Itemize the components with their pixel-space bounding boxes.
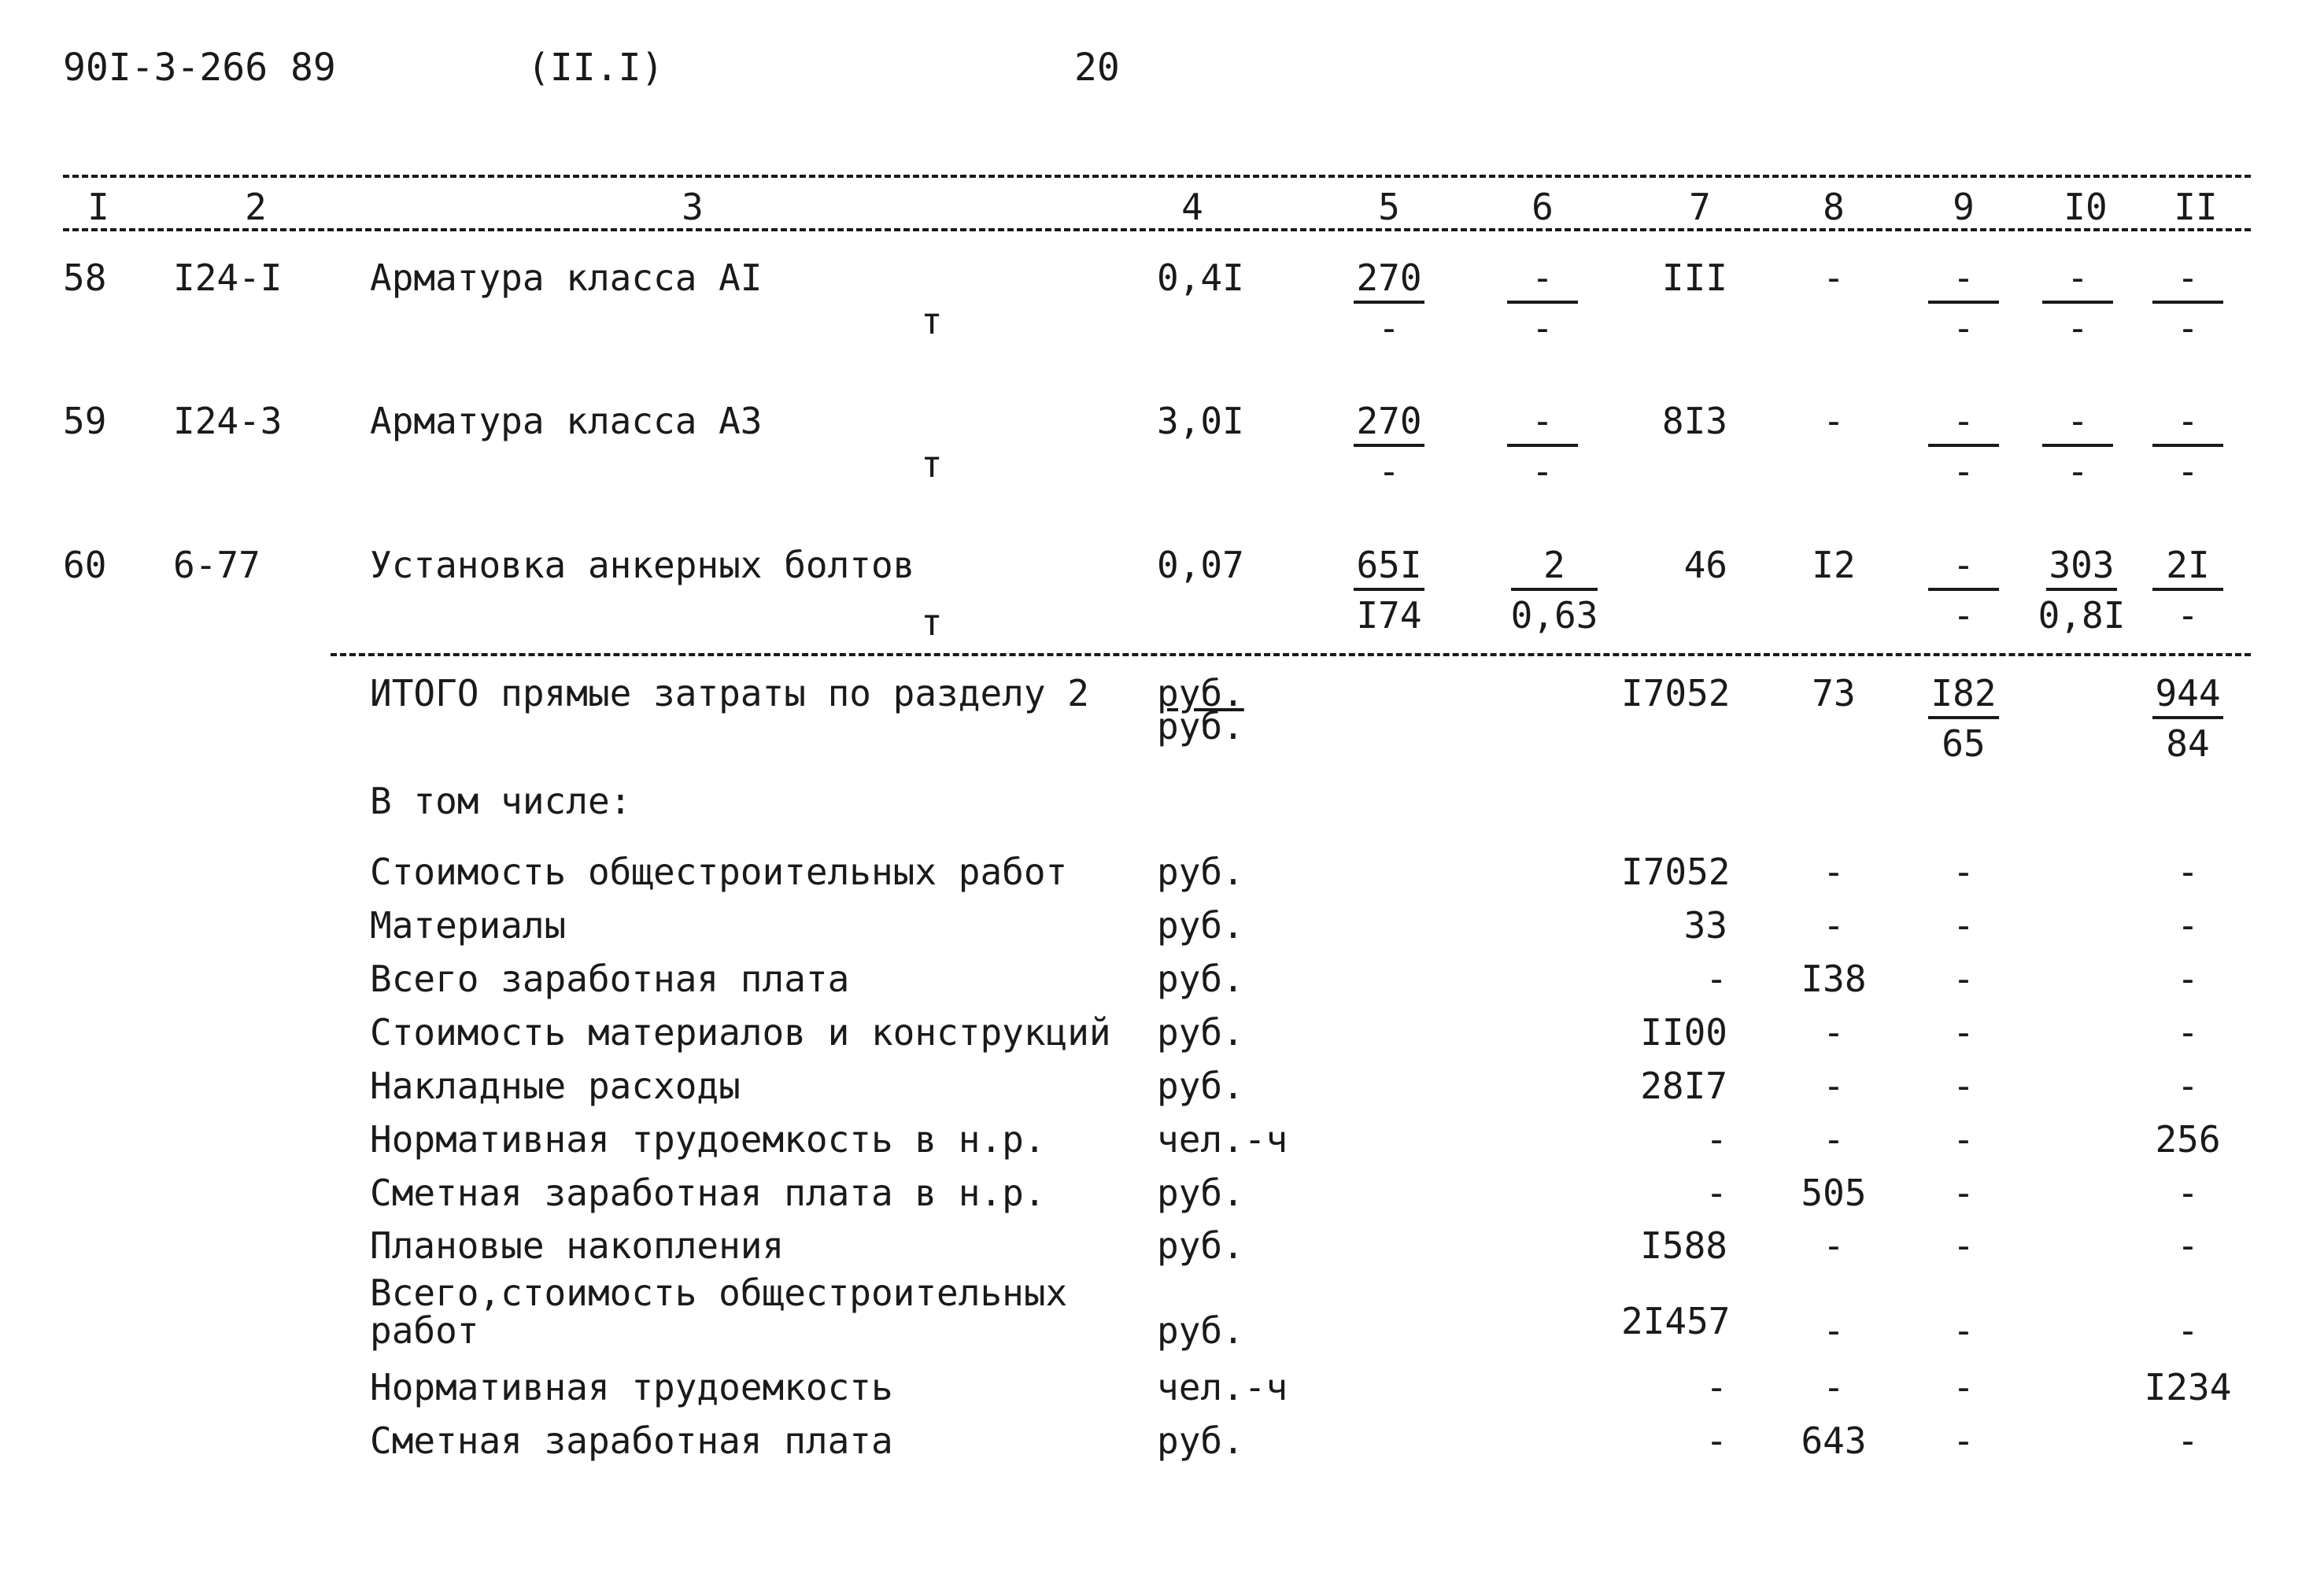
detail-unit: руб. <box>1157 958 1244 1000</box>
fraction-bar <box>2046 588 2117 591</box>
row-col6-numerator: 2 <box>1543 544 1565 586</box>
fraction-bar <box>1928 444 1999 447</box>
total-col9-fraction <box>1916 672 2011 766</box>
row-col5-denominator: - <box>1378 307 1400 349</box>
detail-label-continued: работ <box>370 1309 479 1352</box>
header-top-rule <box>63 175 2251 178</box>
row-col9-fraction <box>1916 400 2011 494</box>
row-col10-denominator: - <box>2067 450 2089 493</box>
detail-col11: - <box>2177 1309 2199 1352</box>
row-col8: - <box>1823 400 1845 442</box>
detail-col8: - <box>1823 1011 1845 1054</box>
row-col11-denominator: - <box>2177 307 2199 349</box>
detail-col9: - <box>1953 1224 1975 1267</box>
detail-col8: - <box>1823 1309 1845 1352</box>
column-header-10: I0 <box>2064 186 2108 228</box>
row-unit: т <box>921 300 943 342</box>
row-quantity: 0,07 <box>1157 544 1244 586</box>
row-quantity: 0,4I <box>1157 257 1244 299</box>
detail-col9: - <box>1953 1172 1975 1214</box>
detail-col8: 643 <box>1801 1419 1867 1462</box>
detail-col7: - <box>1705 958 1727 1000</box>
total-col9-numerator: I82 <box>1931 672 1997 714</box>
row-code: I24-I <box>173 257 283 299</box>
column-header-4: 4 <box>1181 186 1203 228</box>
detail-unit: чел.-ч <box>1157 1366 1288 1408</box>
row-col8: I2 <box>1812 544 1856 586</box>
row-col9-numerator: - <box>1953 257 1975 299</box>
row-col5-denominator: I74 <box>1356 594 1422 637</box>
row-col6-numerator: - <box>1531 257 1554 299</box>
fraction-bar <box>1507 444 1578 447</box>
row-col7: 46 <box>1683 544 1727 586</box>
row-col10-numerator: - <box>2067 257 2089 299</box>
column-header-2: 2 <box>245 186 267 228</box>
detail-unit: чел.-ч <box>1157 1118 1288 1161</box>
detail-col8: - <box>1823 904 1845 947</box>
row-col9-numerator: - <box>1953 400 1975 442</box>
detail-col11: - <box>2177 1224 2199 1267</box>
row-number: 59 <box>63 400 107 442</box>
detail-label: Стоимость материалов и конструкций <box>370 1011 1111 1054</box>
detail-col9: - <box>1953 1118 1975 1161</box>
page-number: 20 <box>1074 46 1120 90</box>
row-col5-denominator: - <box>1378 450 1400 493</box>
document-code: 90I-3-266 89 <box>63 46 336 90</box>
fraction-bar <box>1928 716 1999 719</box>
detail-label: Накладные расходы <box>370 1065 741 1107</box>
row-unit: т <box>921 601 943 644</box>
row-col11-fraction <box>2141 400 2235 494</box>
detail-unit: руб. <box>1157 1172 1244 1214</box>
detail-col11: - <box>2177 1011 2199 1054</box>
detail-col8: - <box>1823 1366 1845 1408</box>
fraction-bar <box>2042 301 2113 304</box>
row-col7: III <box>1661 257 1727 299</box>
row-col10-denominator: 0,8I <box>2038 594 2126 637</box>
row-col5-fraction <box>1342 544 1436 638</box>
row-code: 6-77 <box>173 544 260 586</box>
detail-unit: руб. <box>1157 1419 1244 1462</box>
fraction-bar <box>1507 301 1578 304</box>
detail-col7: 28I7 <box>1640 1065 1727 1107</box>
detail-unit: руб. <box>1157 1065 1244 1107</box>
row-col11-denominator: - <box>2177 594 2199 637</box>
row-col6-denominator: - <box>1531 307 1554 349</box>
row-col10-fraction <box>2030 400 2125 494</box>
detail-col11: - <box>2177 1065 2199 1107</box>
row-col10-numerator: 303 <box>2049 544 2115 586</box>
row-col5-numerator: 270 <box>1356 400 1422 442</box>
fraction-bar <box>2152 301 2223 304</box>
detail-col11: I234 <box>2144 1366 2232 1408</box>
detail-col7: - <box>1705 1118 1727 1161</box>
header-bottom-rule <box>63 228 2251 231</box>
detail-unit: руб. <box>1157 1224 1244 1267</box>
row-col11-fraction <box>2141 257 2235 351</box>
detail-col7: II00 <box>1640 1011 1727 1054</box>
including-label: В том числе: <box>370 780 632 822</box>
total-col9-denominator: 65 <box>1942 722 1986 765</box>
row-name: Арматура класса A3 <box>370 400 763 442</box>
detail-label: Нормативная трудоемкость в н.р. <box>370 1118 1046 1161</box>
fraction-bar <box>2152 444 2223 447</box>
section-number: (II.I) <box>527 46 664 90</box>
detail-unit: руб. <box>1157 851 1244 893</box>
row-col5-numerator: 65I <box>1356 544 1422 586</box>
fraction-bar <box>1511 588 1598 591</box>
detail-col7: 2I457 <box>1621 1300 1731 1342</box>
row-col9-fraction <box>1916 544 2011 638</box>
row-col11-numerator: - <box>2177 257 2199 299</box>
detail-col11: - <box>2177 904 2199 947</box>
row-col10-denominator: - <box>2067 307 2089 349</box>
row-name: Установка анкерных болтов <box>370 544 915 586</box>
detail-label: Нормативная трудоемкость <box>370 1366 893 1408</box>
detail-label: Стоимость общестроительных работ <box>370 851 1068 893</box>
detail-col11: - <box>2177 958 2199 1000</box>
total-col11-fraction <box>2141 672 2235 766</box>
row-col9-fraction <box>1916 257 2011 351</box>
column-header-6: 6 <box>1531 186 1554 228</box>
totals-separator-rule <box>331 653 2251 656</box>
row-col10-numerator: - <box>2067 400 2089 442</box>
column-header-9: 9 <box>1953 186 1975 228</box>
detail-unit: руб. <box>1157 1309 1244 1352</box>
detail-col7: I7052 <box>1621 851 1731 893</box>
row-col10-fraction <box>2030 257 2125 351</box>
detail-col11: 256 <box>2155 1118 2221 1161</box>
total-col11-denominator: 84 <box>2166 722 2210 765</box>
fraction-bar <box>1354 301 1424 304</box>
column-header-11: II <box>2174 186 2218 228</box>
detail-col7: - <box>1705 1172 1727 1214</box>
detail-col7: 33 <box>1683 904 1727 947</box>
row-col6-denominator: 0,63 <box>1510 594 1598 637</box>
total-col7: I7052 <box>1621 672 1731 714</box>
detail-col7: - <box>1705 1419 1727 1462</box>
row-col9-denominator: - <box>1953 307 1975 349</box>
column-header-7: 7 <box>1689 186 1711 228</box>
detail-col8: - <box>1823 1118 1845 1161</box>
row-col6-numerator: - <box>1531 400 1554 442</box>
fraction-bar <box>2152 716 2223 719</box>
detail-col8: - <box>1823 1065 1845 1107</box>
fraction-bar <box>1354 444 1424 447</box>
row-col9-denominator: - <box>1953 594 1975 637</box>
detail-col8: - <box>1823 1224 1845 1267</box>
detail-col9: - <box>1953 958 1975 1000</box>
row-col6-fraction <box>1495 400 1590 494</box>
total-col8: 73 <box>1812 672 1856 714</box>
fraction-bar <box>1354 588 1424 591</box>
row-col5-numerator: 270 <box>1356 257 1422 299</box>
row-number: 58 <box>63 257 107 299</box>
row-col9-denominator: - <box>1953 450 1975 493</box>
detail-col9: - <box>1953 1309 1975 1352</box>
row-col5-fraction <box>1342 257 1436 351</box>
row-col11-numerator: 2I <box>2166 544 2210 586</box>
row-col10-fraction <box>2027 544 2137 638</box>
detail-col9: - <box>1953 1011 1975 1054</box>
detail-col7: - <box>1705 1366 1727 1408</box>
total-unit-denominator: руб. <box>1157 705 1244 748</box>
detail-unit: руб. <box>1157 1011 1244 1054</box>
total-label: ИТОГО прямые затраты по разделу 2 <box>370 672 1089 714</box>
detail-label: Всего заработная плата <box>370 958 850 1000</box>
detail-label: Плановые накопления <box>370 1224 785 1267</box>
row-col11-numerator: - <box>2177 400 2199 442</box>
detail-label: Материалы <box>370 904 567 947</box>
column-header-5: 5 <box>1378 186 1400 228</box>
total-unit-numerator: руб. <box>1157 672 1244 714</box>
column-header-8: 8 <box>1823 186 1845 228</box>
detail-col11: - <box>2177 1419 2199 1462</box>
detail-unit: руб. <box>1157 904 1244 947</box>
detail-col9: - <box>1953 904 1975 947</box>
column-header-1: I <box>87 186 109 228</box>
row-name: Арматура класса AI <box>370 257 763 299</box>
row-col6-denominator: - <box>1531 450 1554 493</box>
detail-col8: - <box>1823 851 1845 893</box>
row-col9-numerator: - <box>1953 544 1975 586</box>
row-number: 60 <box>63 544 107 586</box>
detail-col9: - <box>1953 1419 1975 1462</box>
detail-label: Сметная заработная плата <box>370 1419 893 1462</box>
detail-col9: - <box>1953 1366 1975 1408</box>
row-col6-fraction <box>1495 544 1613 638</box>
fraction-bar <box>2042 444 2113 447</box>
detail-col8: 505 <box>1801 1172 1867 1214</box>
detail-label: Всего,стоимость общестроительных <box>370 1272 1068 1314</box>
fraction-bar <box>2152 588 2223 591</box>
row-unit: т <box>921 443 943 485</box>
fraction-bar <box>1928 588 1999 591</box>
row-col5-fraction <box>1342 400 1436 494</box>
detail-col9: - <box>1953 1065 1975 1107</box>
row-quantity: 3,0I <box>1157 400 1244 442</box>
row-code: I24-3 <box>173 400 283 442</box>
detail-col8: I38 <box>1801 958 1867 1000</box>
total-col11-numerator: 944 <box>2155 672 2221 714</box>
detail-col11: - <box>2177 1172 2199 1214</box>
detail-label: Сметная заработная плата в н.р. <box>370 1172 1046 1214</box>
detail-col11: - <box>2177 851 2199 893</box>
column-header-3: 3 <box>682 186 704 228</box>
detail-col7: I588 <box>1640 1224 1727 1267</box>
row-col11-denominator: - <box>2177 450 2199 493</box>
detail-col9: - <box>1953 851 1975 893</box>
row-col11-fraction <box>2141 544 2235 638</box>
row-col8: - <box>1823 257 1845 299</box>
row-col6-fraction <box>1495 257 1590 351</box>
fraction-bar <box>1928 301 1999 304</box>
row-col7: 8I3 <box>1661 400 1727 442</box>
